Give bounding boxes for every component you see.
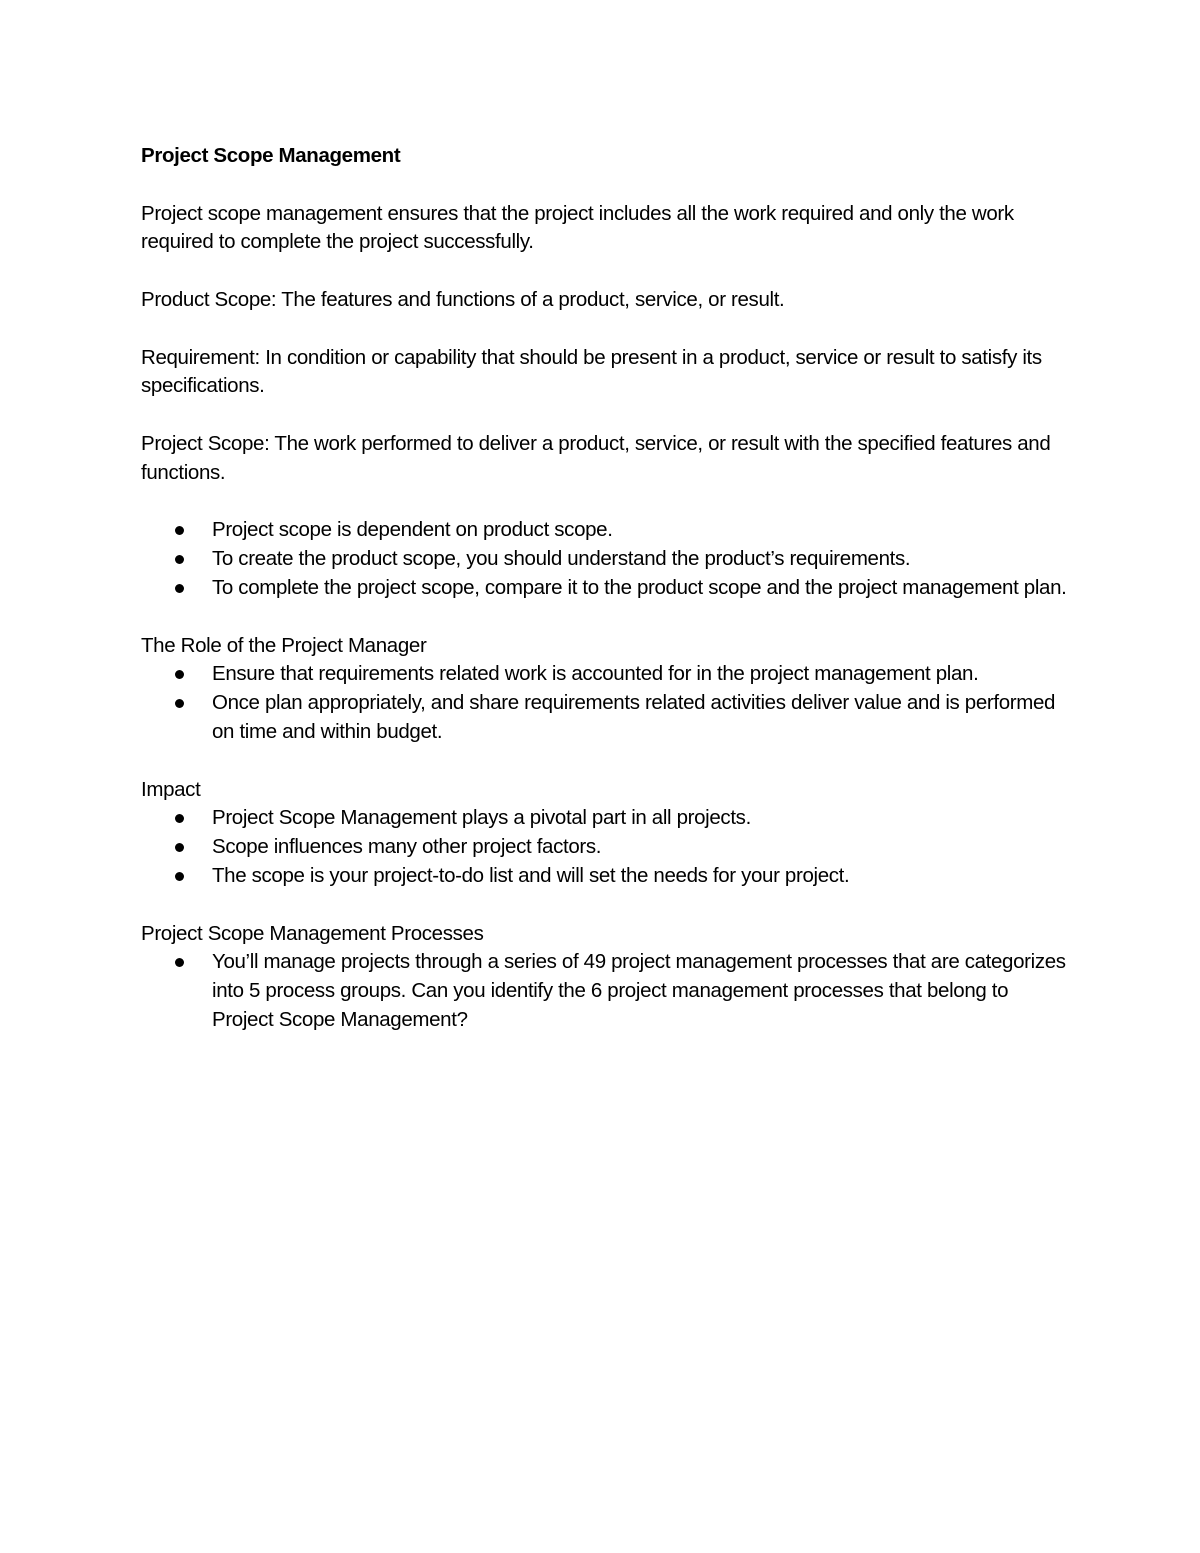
impact-heading: Impact [141,777,201,801]
role-bullet-list [141,660,1071,746]
role-heading: The Role of the Project Manager [141,633,427,657]
list-item-text: Scope influences many other project factors. [212,835,602,859]
impact-bullet-list [141,804,1071,890]
scope-bullet-list [141,516,1071,602]
processes-heading: Project Scope Management Processes [141,921,484,945]
bullet-icon [175,670,184,679]
project-scope-paragraph: Project Scope: The work performed to deliver a product, service, or result with the specified features and functions. [141,431,1051,484]
bullet-icon [175,958,184,967]
product-scope-paragraph: Product Scope: The features and functions of a product, service, or result. [141,287,785,311]
list-item [141,516,1071,545]
list-item [141,804,1071,833]
bullet-icon [175,814,184,823]
list-item-text: To create the product scope, you should understand the product’s requirements. [212,547,911,571]
list-item [141,545,1071,574]
list-item-text: To complete the project scope, compare it to the product scope and the project management plan. [212,575,1067,599]
list-item [141,660,1071,689]
list-item [141,574,1071,603]
document-page [141,142,1071,1064]
list-item-text: Project scope is dependent on product scope. [212,518,613,542]
list-item [141,862,1071,891]
document-title: Project Scope Management [141,144,401,167]
requirement-paragraph: Requirement: In condition or capability that should be present in a product, service or result to satisfy its specifications. [141,345,1042,398]
intro-paragraph: Project scope management ensures that the project includes all the work required and only the work required to complete the project successfully. [141,201,1014,254]
list-item [141,833,1071,862]
list-item-text: The scope is your project-to-do list and will set the needs for your project. [212,863,850,887]
bullet-icon [175,584,184,593]
bullet-icon [175,843,184,852]
list-item-text: Once plan appropriately, and share requirements related activities deliver value and is performed on time and within budget. [212,691,1056,743]
list-item-text: Project Scope Management plays a pivotal part in all projects. [212,806,751,830]
bullet-icon [175,555,184,564]
list-item [141,689,1071,747]
list-item-text: Ensure that requirements related work is accounted for in the project management plan. [212,662,979,686]
list-item-text: You’ll manage projects through a series of 49 project management processes that are categorizes into 5 process groups. Can you identify the 6 project management processes that belong to Project Scope Management? [212,950,1066,1031]
bullet-icon [175,872,184,881]
bullet-icon [175,526,184,535]
processes-bullet-list [141,948,1071,1034]
list-item [141,948,1071,1034]
bullet-icon [175,699,184,708]
